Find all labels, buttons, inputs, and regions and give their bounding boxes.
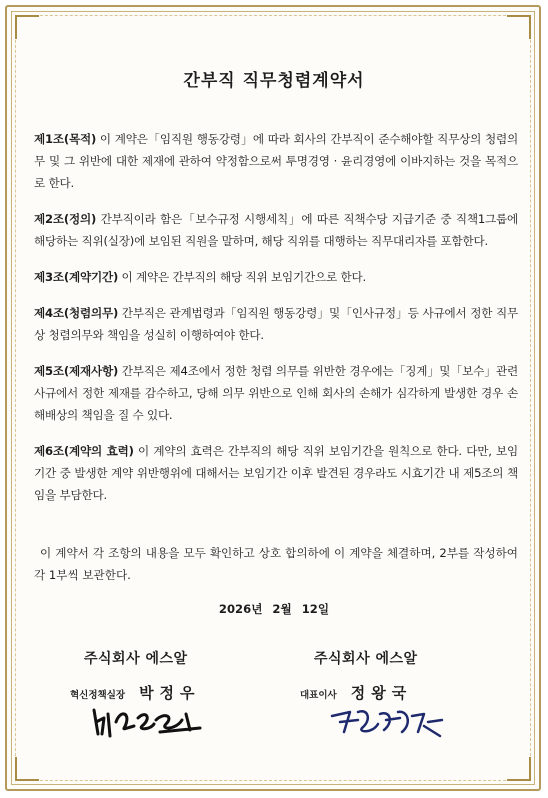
article-2: [34, 208, 518, 252]
party-name: 박정우: [139, 684, 201, 702]
handwritten-signature-right: [328, 702, 458, 742]
article-text: 간부직은 제4조에서 정한 청렴 의무를 위반한 경우에는「징계」및「보수」관련 사규에서 정한 제재를 감수하고, 당해 의무 위반으로 인해 회사의 손해가 심각하게 발생한 경우 손해배상의 책임을 질 수 있다.: [34, 364, 518, 422]
article-label: 제2조(정의): [34, 212, 97, 226]
article-text: 이 계약은「임직원 행동강령」에 따라 회사의 간부직이 준수해야할 직무상의 청렴의무 및 그 위반에 대한 제재에 관하여 약정함으로써 투명경영 · 윤리경영에 이바지하는 것을 목적으로 한다.: [34, 132, 518, 190]
party-company: 주식회사 에스알: [84, 651, 188, 667]
party-role: 혁신정책실장: [70, 690, 126, 701]
corner-ornament-top-right: [507, 15, 531, 39]
handwritten-signature-left: [90, 700, 220, 740]
article-5: [34, 360, 518, 426]
party-left: [70, 648, 270, 703]
party-name: 정왕국: [350, 684, 413, 702]
article-label: 제4조(청렴의무): [34, 306, 119, 320]
article-text: 간부직은 관계법령과「임직원 행동강령」및「인사규정」등 사규에서 정한 직무상 청렴의무와 책임을 성실히 이행하여야 한다.: [34, 306, 518, 342]
article-6: [34, 440, 518, 506]
article-3: [34, 266, 518, 288]
article-4: [34, 302, 518, 346]
article-text: 이 계약의 효력은 간부직의 해당 직위 보임기간을 원칙으로 한다. 다만, 보임기간 중 발생한 계약 위반행위에 대해서는 보임기간 이후 발견된 경우라도 시효기간 내 제5조의 책임을 부담한다.: [34, 444, 518, 502]
article-label: 제5조(제재사항): [34, 364, 119, 378]
party-role: 대표이사: [300, 690, 337, 701]
article-text: 이 계약은 간부직의 해당 직위 보임기간으로 한다.: [118, 270, 366, 284]
article-label: 제1조(목적): [34, 132, 97, 146]
article-label: 제6조(계약의 효력): [34, 444, 134, 458]
corner-ornament-bottom-right: [507, 757, 531, 781]
party-right: [300, 648, 500, 703]
party-company: 주식회사 에스알: [314, 651, 418, 667]
document-title: 간부직 직무청렴계약서: [183, 71, 365, 91]
corner-ornament-bottom-left: [15, 757, 39, 781]
party-signer: [300, 682, 500, 703]
closing-statement: 이 계약서 각 조항의 내용을 모두 확인하고 상호 합의하에 이 계약을 체결하며, 2부를 작성하여 각 1부씩 보관한다.: [34, 545, 518, 582]
article-list: [34, 128, 518, 520]
article-1: [34, 128, 518, 194]
article-text: 간부직이라 함은「보수규정 시행세칙」에 따른 직책수당 지급기준 중 직책1그룹에 해당하는 직위(실장)에 보임된 직원을 말하며, 해당 직위를 대행하는 직무대리자를 포함한다.: [34, 212, 518, 248]
article-label: 제3조(계약기간): [34, 270, 119, 284]
corner-ornament-top-left: [15, 15, 39, 39]
contract-date: 2026년 2월 12일: [218, 602, 330, 616]
